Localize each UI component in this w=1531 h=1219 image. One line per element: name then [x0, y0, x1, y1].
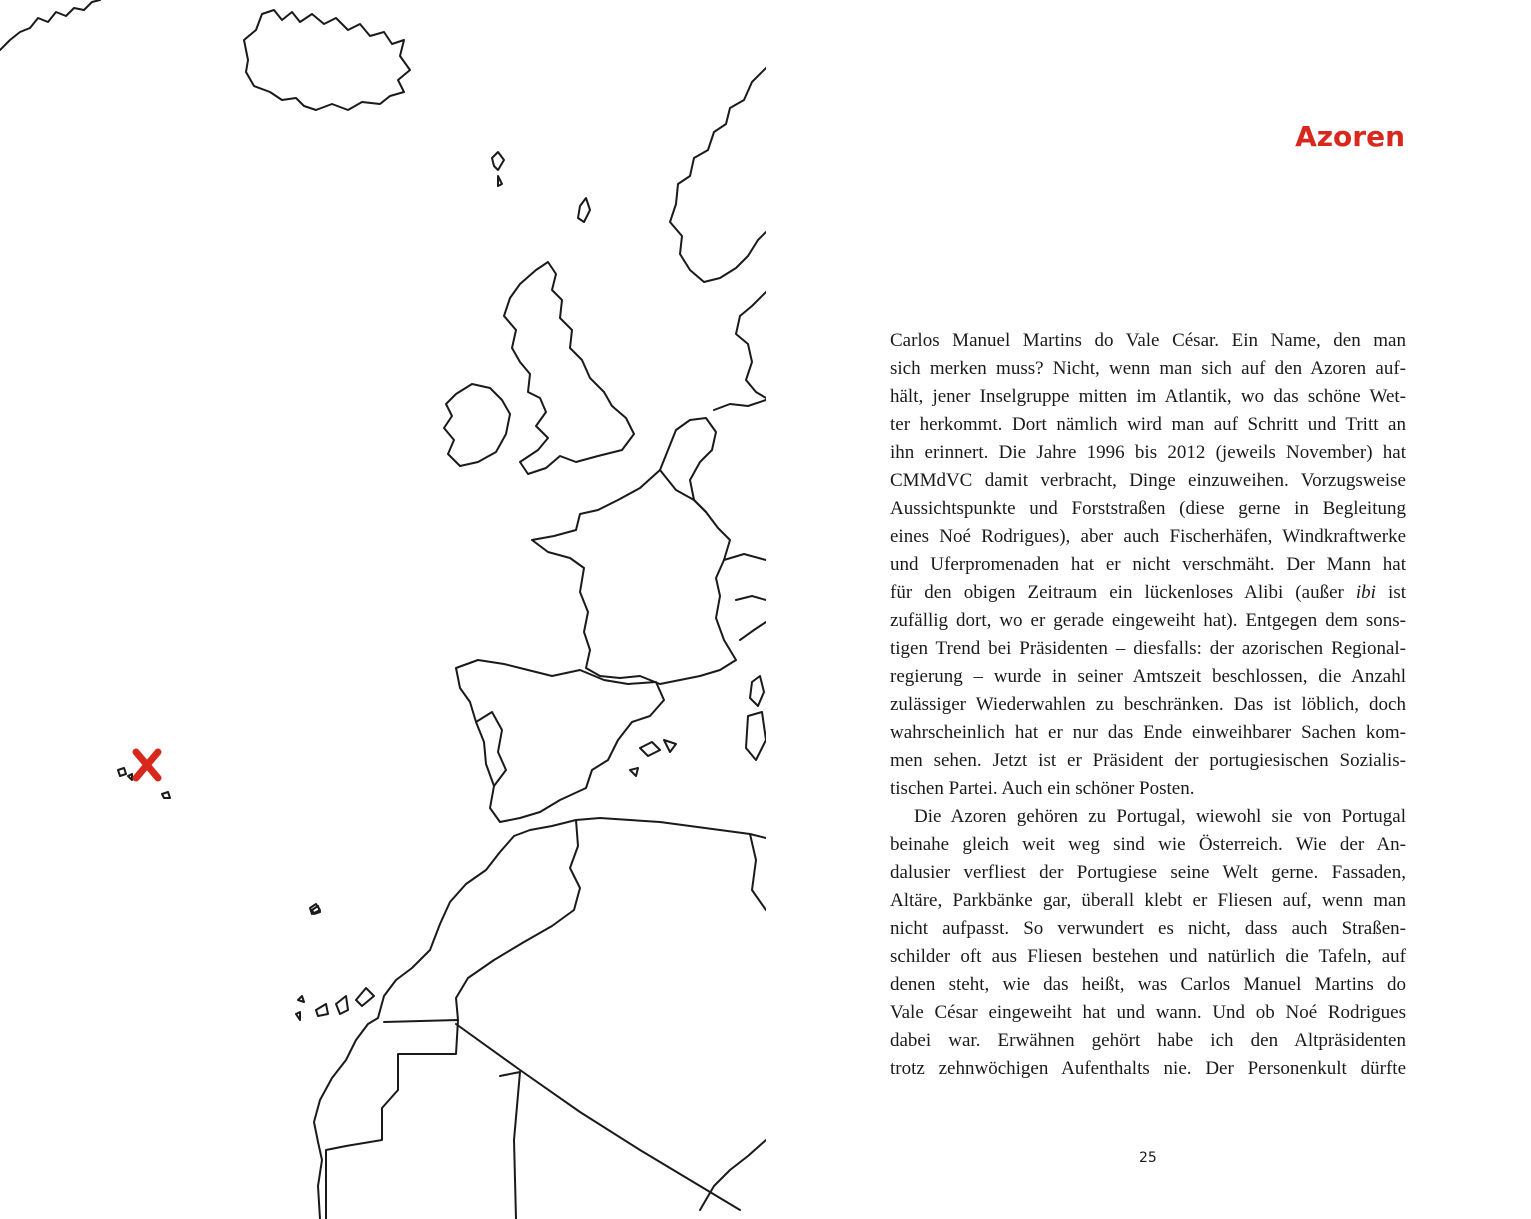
text-line: denen steht, wie das heißt, was Carlos Manuel Martins do	[890, 974, 1406, 995]
text-line: dabei war. Erwähnen gehört habe ich den Altpräsidenten	[890, 1030, 1406, 1051]
text-line: hält, jener Inselgruppe mitten im Atlantik, wo das schöne Wet-	[890, 386, 1406, 407]
page-number: 25	[1139, 1150, 1157, 1166]
map-morocco	[314, 818, 766, 1219]
map-iberia	[456, 660, 664, 822]
text-line: zufällig dort, wo er gerade eingeweiht hat). Entgegen dem sons-	[890, 610, 1406, 631]
map-norway	[670, 68, 766, 282]
text-line: und Uferpromenaden hat er nicht verschmäht. Der Mann hat	[890, 554, 1406, 575]
text-line: nicht aufpasst. So verwundert es nicht, dass auch Straßen-	[890, 918, 1406, 939]
map-benelux	[660, 418, 716, 512]
text-line: ter herkommt. Dort nämlich wird man auf Schritt und Tritt an	[890, 414, 1406, 435]
text-line: tischen Partei. Auch ein schöner Posten.	[890, 778, 1195, 799]
text-line: ihn erinnert. Die Jahre 1996 bis 2012 (jeweils November) hat	[890, 442, 1406, 463]
map-sweden	[736, 292, 766, 398]
text-line: CMMdVC damit verbracht, Dinge einzuweihen. Vorzugsweise	[890, 470, 1406, 491]
text-line: schilder oft aus Fliesen bestehen und natürlich die Tafeln, auf	[890, 946, 1406, 967]
text-line: Vale César eingeweiht hat und wann. Und ob Noé Rodrigues	[890, 1002, 1406, 1023]
map-ireland	[444, 384, 510, 466]
map-faroe	[492, 152, 504, 186]
chapter-title: Azoren	[1295, 120, 1405, 153]
text-line: Aussichtspunkte und Forststraßen (diese gerne in Begleitung	[890, 498, 1406, 519]
map-east-africa	[700, 1140, 766, 1210]
text-line: Altäre, Parkbänke gar, überall klebt er Fliesen auf, wenn man	[890, 890, 1406, 911]
text-line: tigen Trend bei Präsidenten – diesfalls: der azorischen Regional-	[890, 638, 1406, 659]
text-line: wahrscheinlich hat er nur das Ende einweihbarer Sachen kom-	[890, 722, 1406, 743]
text-line: men sehen. Jetzt ist er Präsident der portugiesischen Sozialis-	[890, 750, 1406, 771]
text-line: Carlos Manuel Martins do Vale César. Ein Name, den man	[890, 330, 1406, 351]
text-line: regierung – wurde in seiner Amtszeit beschlossen, die Anzahl	[890, 666, 1406, 687]
text-line: trotz zehnwöchigen Aufenthalts nie. Der Personenkult dürfte	[890, 1058, 1406, 1079]
map-western-sahara	[326, 1020, 458, 1219]
map-canary-islands	[296, 906, 374, 1020]
text-line: sich merken muss? Nicht, wenn man sich auf den Azoren auf-	[890, 358, 1406, 379]
map-alps	[724, 554, 766, 640]
map-iceland	[244, 10, 410, 110]
text-line: Die Azoren gehören zu Portugal, wiewohl sie von Portugal	[914, 806, 1406, 827]
text-line: eines Noé Rodrigues), aber auch Fischerhäfen, Windkraftwerke	[890, 526, 1406, 547]
map-corsica	[750, 676, 764, 706]
map-greenland	[0, 0, 100, 50]
paragraph-1	[890, 327, 1406, 803]
map-mauritania	[500, 1072, 520, 1219]
map-border-diagonal	[456, 1024, 740, 1210]
map-great-britain	[504, 262, 634, 474]
x-mark-icon	[136, 752, 158, 778]
map-sardinia	[746, 712, 766, 760]
paragraph-2	[890, 803, 1406, 1083]
map-balearics	[630, 740, 676, 776]
map-germany	[714, 400, 766, 410]
text-line: beinahe gleich weit weg sind wie Österreich. Wie der An-	[890, 834, 1406, 855]
body-text	[890, 327, 1406, 1083]
map-france	[532, 470, 736, 684]
text-line: zulässiger Wiederwahlen zu beschränken. Das ist löblich, doch	[890, 694, 1406, 715]
map-algeria-tunisia	[750, 834, 766, 910]
text-line: dalusier verfliest der Portugiese seine Welt gerne. Fassaden,	[890, 862, 1406, 883]
text-line: für den obigen Zeitraum ein lückenloses Alibi (außer ibi ist	[890, 582, 1406, 603]
map-morocco-algeria-border	[456, 820, 580, 1020]
map-shetland	[578, 198, 590, 222]
